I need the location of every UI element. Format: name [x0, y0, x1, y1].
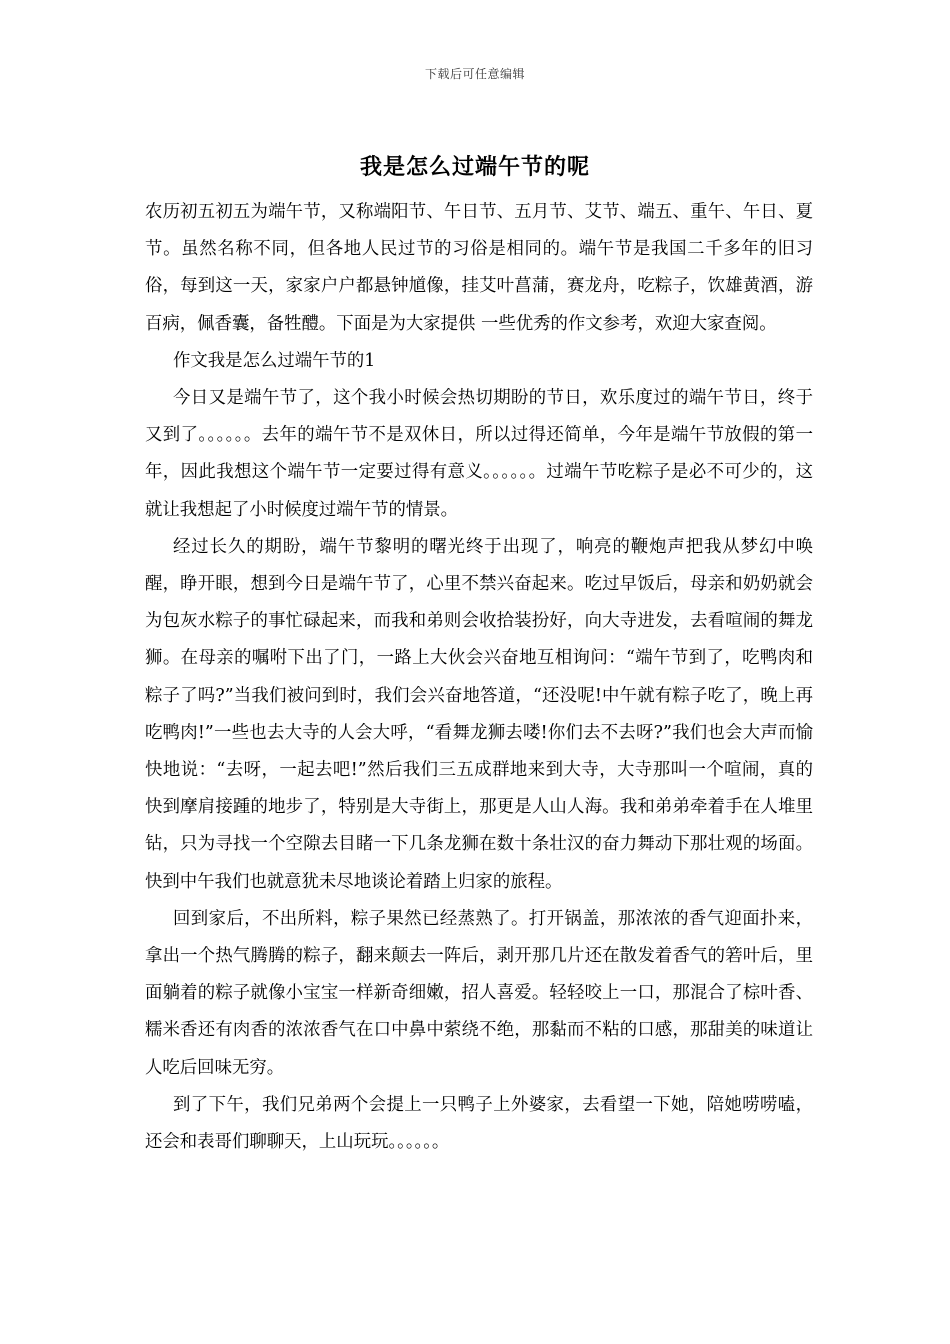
- document-body: [145, 194, 813, 1161]
- body-paragraph: 今日又是端午节了，这个我小时候会热切期盼的节日，欢乐度过的端午节日，终于又到了。。。。。。去年的端午节不是双休日，所以过得还简单，今年是端午节放假的第一年，因此我想这个端午节一定要过得有意义。。。。。。过端午节吃粽子是必不可少的，这就让我想起了小时候度过端午节的情景。: [145, 388, 813, 520]
- header-note: 下载后可任意编辑: [424, 67, 525, 81]
- body-paragraph: 到了下午，我们兄弟两个会提上一只鸭子上外婆家，去看望一下她，陪她唠唠嗑，还会和表哥们聊聊天，上山玩玩。。。。。。: [145, 1094, 813, 1153]
- document-title: 我是怎么过端午节的呢: [359, 154, 590, 180]
- intro-paragraph: 农历初五初五为端午节，又称端阳节、午日节、五月节、艾节、端五、重午、午日、夏节。虽然名称不同，但各地人民过节的习俗是相同的。端午节是我国二千多年的旧习俗，每到这一天，家家户户都悬钟馗像，挂艾叶菖蒲，赛龙舟，吃粽子，饮雄黄酒，游百病，佩香囊，备牲醴。下面是为大家提供 一些优秀的作文参考，欢迎大家查阅。: [145, 202, 813, 334]
- section-heading: 作文我是怎么过端午节的1: [173, 350, 376, 371]
- body-paragraph: 回到家后，不出所料，粽子果然已经蒸熟了。打开锅盖，那浓浓的香气迎面扑来，拿出一个热气腾腾的粽子，翻来颠去一阵后，剥开那几片还在散发着香气的箬叶后，里面躺着的粽子就像小宝宝一样新奇细嫩，招人喜爱。轻轻咬上一口，那混合了棕叶香、糯米香还有肉香的浓浓香气在口中鼻中萦绕不绝，那黏而不粘的口感，那甜美的味道让人吃后回味无穷。: [145, 908, 813, 1078]
- body-paragraph: 经过长久的期盼，端午节黎明的曙光终于出现了，响亮的鞭炮声把我从梦幻中唤醒，睁开眼，想到今日是端午节了，心里不禁兴奋起来。吃过早饭后，母亲和奶奶就会为包灰水粽子的事忙碌起来，而我和弟则会收拾装扮好，向大寺进发，去看喧闹的舞龙狮。在母亲的嘱咐下出了门，一路上大伙会兴奋地互相询问：“端午节到了，吃鸭肉和粽子了吗?”当我们被问到时，我们会兴奋地答道，“还没呢!中午就有粽子吃了，晚上再吃鸭肉!”一些也去大寺的人会大呼，“看舞龙狮去喽!你们去不去呀?”我们也会大声而愉快地说：“去呀，一起去吧!”然后我们三五成群地来到大寺，大寺那叫一个喧闹，真的快到摩肩接踵的地步了，特别是大寺街上，那更是人山人海。我和弟弟牵着手在人堆里钻，只为寻找一个空隙去目睹一下几条龙狮在数十条壮汉的奋力舞动下那壮观的场面。快到中午我们也就意犹未尽地谈论着踏上归家的旅程。: [145, 536, 813, 892]
